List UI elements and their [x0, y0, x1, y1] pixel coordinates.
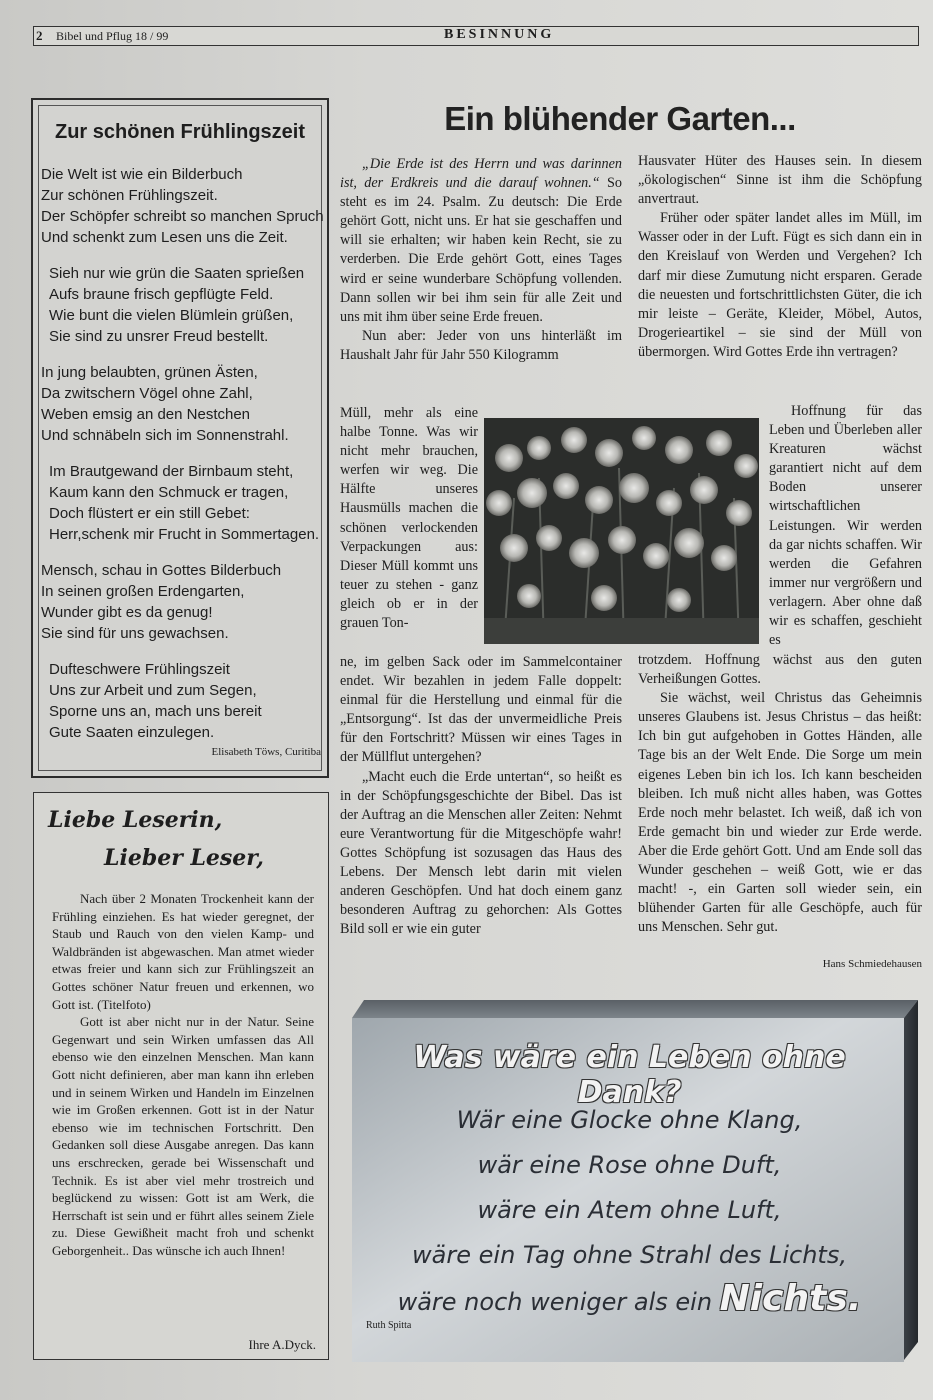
editor-letter-box: [33, 792, 329, 1360]
article-column-1-top: [340, 155, 622, 365]
article-column-2-top: [638, 152, 922, 362]
article-paragraph: Hoffnung für das Leben und Überleben aller Kreaturen wächst garantiert nicht auf dem Boden unserer wirtschaftlichen Leistungen. Wir werden da gar nichts schaffen. Wir werden die Gefahren immer nur vergrößern und verlagern. Aber ohne daß wir es schaffen, geschieht es: [769, 403, 922, 649]
poem-line: Weben emsig an den Nestchen: [41, 406, 251, 423]
poem-line: Und schnäbeln sich im Sonnenstrahl.: [41, 427, 289, 444]
poem-line: Herr,schenk mir Frucht in Sommertagen.: [49, 526, 320, 543]
article-paragraph: Früher oder später landet alles im Müll, im Wasser oder in der Luft. Fügt es sich dann ein in den Kreislauf von Werden und Vergehen? Ich darf mir diese Zumutung nicht ersparen. Gerade die neuesten und fortschrittlichsten Güter, die ich mir leiste – Geräte, Kleider, Möbel, Autos, Drogerieartikel – sie sind der Müll von übermorgen. Wird Gottes Erde ihn vertragen?: [638, 210, 922, 360]
poem-stanza: [41, 560, 324, 644]
section-title: BESINNUNG: [444, 27, 555, 42]
article-paragraph: Hausvater Hüter des Hauses sein. In diesem „ökologischen“ Sinne ist ihm die Schöpfung anvertraut.: [638, 153, 922, 208]
psalm-quote: „Die Erde ist des Herrn und was darinnen ist, der Erdkreis und die darauf wohnen.“: [340, 156, 622, 192]
article-wrap-text-left: Müll, mehr als eine halbe Tonne. Was wir nicht mehr brauchen, werfen wir weg. Die Hälfte unseres Hausmülls machen die schönen verlockenden Verpackungen aus: Dieser Müll kommt uns teuer zu stehen - ganz gleich ob er in der grauen Ton-: [340, 405, 478, 632]
thanks-poem-last-line: [372, 1278, 887, 1325]
letter-signature: Ihre A.Dyck.: [248, 1337, 316, 1352]
poem-stanza: [41, 659, 324, 743]
poem-line: Der Schöpfer schreibt so manchen Spruch: [41, 208, 324, 225]
poem-line: Sporne uns an, mach uns bereit: [49, 703, 262, 720]
article-column-2-bottom: [638, 651, 922, 937]
thanks-poem-title: Was wäre ein Leben ohne Dank?: [413, 1040, 846, 1110]
poem-line: Sie sind für uns gewachsen.: [41, 625, 229, 642]
poem-line: Sieh nur wie grün die Saaten sprießen: [49, 265, 305, 282]
thanks-poem-lines: [372, 1098, 887, 1325]
article-byline: Hans Schmiedehausen: [822, 958, 922, 970]
poem-line: Mensch, schau in Gottes Bilderbuch: [41, 562, 282, 579]
poem-line: Zur schönen Frühlingszeit.: [41, 187, 218, 204]
article-wrap-text-right: [769, 402, 922, 650]
poem-line: Gute Saaten einzulegen.: [49, 724, 215, 741]
article-paragraph: Nun aber: Jeder von uns hinterläßt im Haushalt Jahr für Jahr 550 Kilogramm: [340, 327, 622, 363]
flower-picture-icon: [484, 418, 759, 644]
thanks-poem-emphasis: Nichts.: [719, 1278, 862, 1319]
poem-text: [41, 164, 324, 758]
poem-line: Uns zur Arbeit und zum Segen,: [49, 682, 257, 699]
poem-line: Dufteschwere Frühlingszeit: [49, 661, 230, 678]
thanks-poem-author: Ruth Spitta: [366, 1320, 412, 1331]
poem-line: Sie sind zu unsrer Freud bestellt.: [49, 328, 269, 345]
article-column-1-bottom: [340, 653, 622, 939]
poem-stanza: [41, 164, 324, 248]
poem-title: Zur schönen Frühlingszeit: [54, 121, 305, 143]
poem-line: Und schenkt zum Lesen uns die Zeit.: [41, 229, 288, 246]
poem-line: Aufs braune frisch gepflügte Feld.: [49, 286, 274, 303]
poem-line: In jung belaubten, grünen Ästen,: [41, 364, 258, 381]
poem-line: Im Brautgewand der Birnbaum steht,: [49, 463, 294, 480]
poem-stanza: [41, 461, 324, 545]
article-paragraph: Sie wächst, weil Christus das Geheimnis unseres Glaubens ist. Jesus Christus – das heißt: Ich bin gut aufgehoben in Gottes Händen, alle Tage bis an der Welt Ende. Die Sorge um mein eigenes Leben bin ich los. Ich kann bescheiden bleiben. Ich muß nicht alles haben, was Gottes Erde noch mehr belastet. Ich weiß, daß ich von Erde gemacht bin und wieder zur Erde werde. Aber die Erde gehört Gott. Und am Ende soll das Wunder geschehen – weiß Gott, wie er das macht! -, ein Garten soll wieder sein, ein blühender Garten für alle Geschöpfe, auch für uns Menschen. Sehr gut.: [638, 690, 922, 936]
page-number: 2: [36, 28, 43, 43]
poem-line: Doch flüstert er ein still Gebet:: [49, 505, 250, 522]
thanks-poem-line: wäre ein Tag ohne Strahl des Lichts,: [412, 1241, 847, 1269]
letter-body: [52, 890, 314, 1259]
poem-box: [31, 98, 329, 778]
letter-greeting-2: Lieber Leser,: [104, 845, 264, 871]
publication-name: Bibel und Pflug 18 / 99: [56, 29, 169, 43]
article-paragraph: trotzdem. Hoffnung wächst aus den guten Verheißungen Gottes.: [638, 652, 922, 688]
letter-paragraph: Nach über 2 Monaten Trockenheit kann der Frühling einziehen. Es hat wieder geregnet, der Staub und Rauch von den vielen Kamp- und Waldbränden ist abgewaschen. Man atmet wieder etwas freier und kann sich zur Frühlingszeit an Gottes schöner Natur freuen und erkennen, wo Gott ist. (Titelfoto): [52, 891, 314, 1012]
poem-line: Wunder gibt es da genug!: [41, 604, 213, 621]
thanks-poem-line: wär eine Rose ohne Duft,: [477, 1151, 782, 1179]
article-paragraph: So steht es im 24. Psalm. Zu deutsch: Die Erde gehört Gott, nicht uns. Er hat sie geschaffen und will sie erhalten; wir haben kein Recht, sie zu verderben. Die Erde gehört Gott, eines Tages wird er seine wunderbare Schöpfung vollenden. Dann sollen wir bei ihm sein für alle Zeit und uns mit ihm über seine Erde freuen.: [340, 175, 623, 325]
thanks-poem-line: wäre ein Atem ohne Luft,: [477, 1196, 782, 1224]
daffodils-photo: [484, 418, 759, 644]
article-paragraph: ne, im gelben Sack oder im Sammelcontainer endet. Wir bezahlen in jedem Falle doppelt: einmal für die Herstellung und einmal für die „Entsorgung“. Ist das der unvermeidliche Preis für den Fortschritt? Müssen wir eines Tages in der Müllflut untergehen?: [340, 654, 622, 766]
letter-greeting-1: Liebe Leserin,: [48, 807, 223, 833]
thanks-poem-line: Wär eine Glocke ohne Klang,: [456, 1106, 803, 1134]
poem-line: Da zwitschern Vögel ohne Zahl,: [41, 385, 253, 402]
poem-line: Wie bunt die vielen Blümlein grüßen,: [49, 307, 294, 324]
poem-line: In seinen großen Erdengarten,: [41, 583, 245, 600]
article-paragraph: „Macht euch die Erde untertan“, so heißt es in der Schöpfungsgeschichte der Bibel. Das ist der Auftrag an die Menschen aller Zeiten: Nehmt eure Verantwortung für die Mitgeschöpfe wahr! Gottes Schöpfung ist sozusagen das Haus des Lebens. Der Mensch lebt darin mit vielen anderen Geschöpfen. Und hat doch einem ganz besonderen Auftrag zu gehorchen: Als Gottes Bild soll er wie ein guter: [340, 768, 622, 938]
poem-line: Die Welt ist wie ein Bilderbuch: [41, 166, 243, 183]
letter-paragraph: Gott ist aber nicht nur in der Natur. Seine Gegenwart und sein Wirken umfassen das All ebenso wie den einzelnen Menschen. Man kann Gott nicht definieren, aber man kann ihn erleben und in seinem Wirken und Handeln im Einzelnen wie im Großen erkennen. Gott ist in der Natur ebenso wie im technischen Fortschritt. Den Gedanken soll diese Ausgabe anregen. Das kann uns erschrecken, gerade bei Wissenschaft und Technik. Es ist aber viel mehr trostreich und beglückend zu wissen: Gott ist am Werk, die Herrschaft ist sein und er führt alles seinem Ziele zu. Diese Gewißheit macht froh und schenkt Geborgenheit.. Das wünsche ich auch Ihnen!: [52, 1014, 314, 1258]
article-title: Ein blühender Garten...: [444, 100, 796, 137]
page-header: [33, 26, 919, 46]
thanks-poem-line: wäre noch weniger als ein: [397, 1288, 713, 1316]
poem-author: Elisabeth Töws, Curitiba: [211, 746, 321, 758]
poem-stanza: [41, 263, 324, 347]
poem-stanza: [41, 362, 324, 446]
poem-line: Kaum kann den Schmuck er tragen,: [49, 484, 289, 501]
